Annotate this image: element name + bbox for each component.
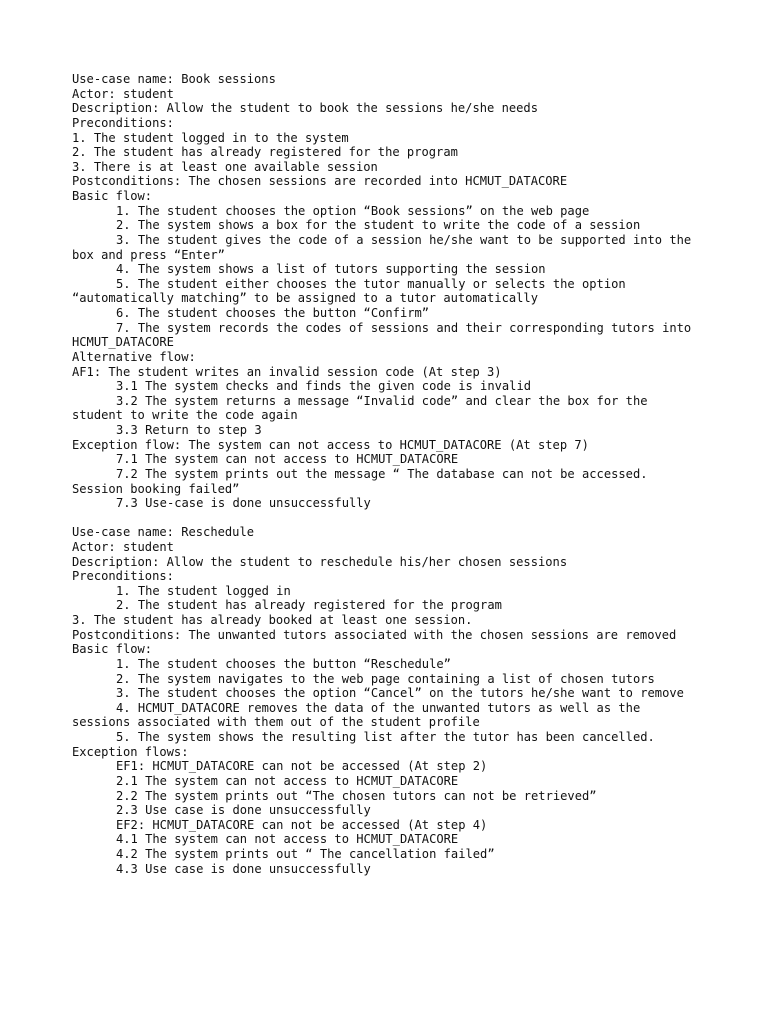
document-line: 2. The student has already registered for the program (72, 145, 458, 160)
document-line: 3. The student chooses the option “Cancel” on the tutors he/she want to remove (116, 686, 684, 701)
document-line: 5. The system shows the resulting list after the tutor has been cancelled. (116, 730, 655, 745)
document-line: Exception flow: The system can not access to HCMUT_DATACORE (At step 7) (72, 437, 589, 452)
use-case-block (72, 72, 699, 511)
document-body (72, 72, 768, 876)
document-line: 4. The system shows a list of tutors supporting the session (116, 262, 546, 277)
document-line: 3.3 Return to step 3 (116, 423, 262, 437)
document-line: 7.2 The system prints out the message “ The database can not be accessed. Session booking failed” (72, 466, 655, 496)
document-line: 7. The system records the codes of sessions and their corresponding tutors into HCMUT_DATACORE (72, 320, 699, 350)
document-line: Preconditions: (72, 115, 174, 130)
document-line: 4. HCMUT_DATACORE removes the data of the unwanted tutors as well as the sessions associated with them out of the student profile (72, 700, 648, 730)
document-line: 3. The student gives the code of a session he/she want to be supported into the box and press “Enter” (72, 232, 699, 262)
document-line: 4.3 Use case is done unsuccessfully (116, 861, 371, 876)
document-line: 2. The system shows a box for the student to write the code of a session (116, 218, 641, 233)
document-line: 2.3 Use case is done unsuccessfully (116, 803, 371, 818)
document-line: 2.2 The system prints out “The chosen tutors can not be retrieved” (116, 788, 597, 803)
document-line: Description: Allow the student to book the sessions he/she needs (72, 101, 538, 116)
document-line: Actor: student (72, 539, 174, 554)
document-line: 1. The student logged in (116, 583, 291, 598)
document-line: 7.3 Use-case is done unsuccessfully (116, 496, 371, 511)
document-line: 2. The system navigates to the web page containing a list of chosen tutors (116, 671, 655, 686)
document-line: AF1: The student writes an invalid session code (At step 3) (72, 364, 502, 379)
document-line: Exception flows: (72, 744, 189, 759)
document-line: EF1: HCMUT_DATACORE can not be accessed (At step 2) (116, 759, 488, 774)
document-line: 4.2 The system prints out “ The cancellation failed” (116, 847, 495, 862)
document-line: 3.1 The system checks and finds the given code is invalid (116, 379, 532, 394)
document-line: 3. The student has already booked at least one session. (72, 613, 473, 628)
document-line: 7.1 The system can not access to HCMUT_DATACORE (116, 452, 459, 467)
document-line: 3.2 The system returns a message “Invalid code” and clear the box for the student to write the code again (72, 393, 655, 423)
document-line: Postconditions: The chosen sessions are recorded into HCMUT_DATACORE (72, 174, 568, 189)
document-line: 2.1 The system can not access to HCMUT_DATACORE (116, 773, 459, 788)
use-case-title: Use-case name: Book sessions (72, 72, 276, 86)
document-line: Basic flow: (72, 189, 153, 203)
use-case-title: Use-case name: Reschedule (72, 525, 255, 540)
document-line: 2. The student has already registered for the program (116, 598, 502, 613)
document-line: Description: Allow the student to reschedule his/her chosen sessions (72, 554, 568, 569)
document-line: 6. The student chooses the button “Confirm” (116, 306, 430, 320)
document-line: 5. The student either chooses the tutor manually or selects the option “automatically matching” to be assigned to a tutor automatically (72, 276, 633, 306)
document-line: Alternative flow: (72, 349, 196, 364)
document-line: 1. The student chooses the button “Reschedule” (116, 656, 451, 671)
document-line: Postconditions: The unwanted tutors associated with the chosen sessions are removed (72, 627, 677, 642)
document-line: Actor: student (72, 86, 174, 101)
document-line: 1. The student chooses the option “Book sessions” on the web page (116, 203, 590, 218)
document-line: EF2: HCMUT_DATACORE can not be accessed (At step 4) (116, 817, 488, 832)
document-line: 4.1 The system can not access to HCMUT_DATACORE (116, 832, 459, 847)
document-line: Preconditions: (72, 569, 174, 584)
document-line: 1. The student logged in to the system (72, 130, 349, 145)
use-case-block (72, 525, 692, 876)
document-line: Basic flow: (72, 642, 153, 657)
document-line: 3. There is at least one available session (72, 159, 378, 174)
